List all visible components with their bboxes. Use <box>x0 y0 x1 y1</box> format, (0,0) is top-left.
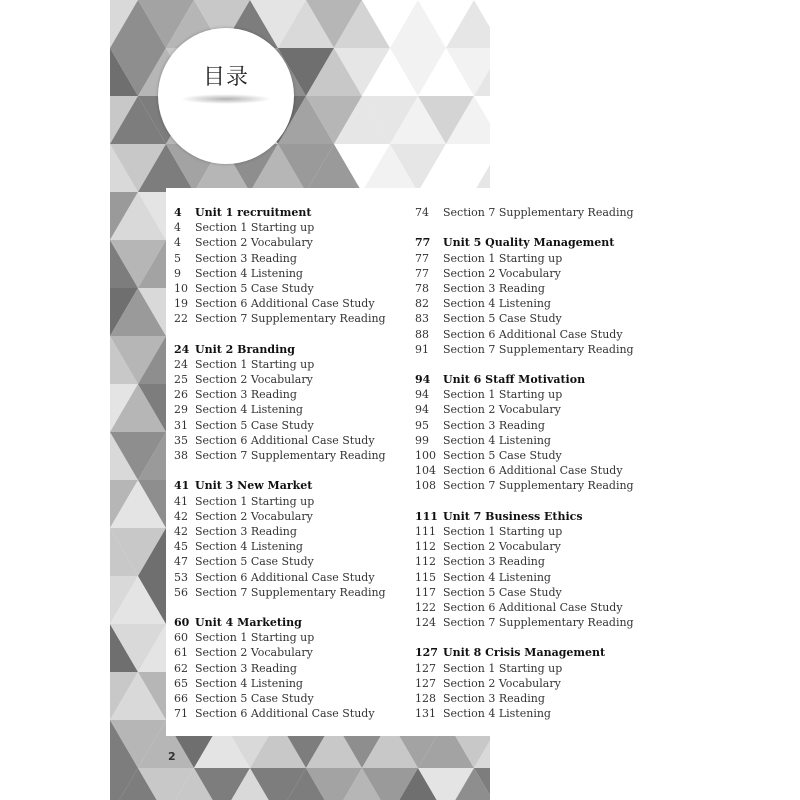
toc-entry[interactable] <box>174 266 386 281</box>
toc-entry-title: Section 3 Reading <box>443 281 545 295</box>
toc-entry[interactable] <box>174 539 386 554</box>
toc-page-number: 35 <box>174 433 188 447</box>
toc-entry[interactable] <box>174 235 386 250</box>
toc-entry[interactable] <box>415 448 634 463</box>
toc-page-number: 124 <box>415 616 436 630</box>
toc-page-number: 9 <box>174 266 181 280</box>
table-of-contents <box>166 188 800 736</box>
toc-entry-title: Section 4 Listening <box>195 403 303 417</box>
toc-entry-title: Section 7 Supplementary Reading <box>443 479 634 493</box>
toc-entry-title: Section 1 Starting up <box>443 661 563 675</box>
toc-page-number: 112 <box>415 540 436 554</box>
toc-entry-title: Section 5 Case Study <box>443 585 562 599</box>
toc-entry[interactable] <box>415 554 634 569</box>
toc-entry-title: Section 2 Vocabulary <box>195 646 313 660</box>
toc-entry-title: Section 3 Reading <box>443 418 545 432</box>
toc-entry-title: Section 7 Supplementary Reading <box>195 312 386 326</box>
toc-entry-title: Section 2 Vocabulary <box>195 509 313 523</box>
toc-entry-title: Unit 5 Quality Management <box>443 236 615 250</box>
toc-page-number: 53 <box>174 570 188 584</box>
toc-entry-title: Unit 3 New Market <box>195 479 313 493</box>
toc-unit-heading[interactable] <box>415 372 634 387</box>
toc-gap <box>174 327 386 342</box>
toc-page-number: 45 <box>174 540 188 554</box>
toc-column-left <box>174 205 386 721</box>
toc-entry[interactable] <box>415 661 634 676</box>
toc-page-number: 77 <box>415 251 429 265</box>
toc-page-number: 100 <box>415 449 436 462</box>
toc-entry-title: Section 1 Starting up <box>195 357 315 371</box>
toc-page-number: 47 <box>174 555 188 569</box>
toc-entry-title: Section 5 Case Study <box>195 555 314 569</box>
toc-entry-title: Section 5 Case Study <box>195 281 314 295</box>
toc-unit-heading[interactable] <box>174 205 386 220</box>
toc-entry[interactable] <box>415 281 634 296</box>
toc-page-number: 94 <box>415 373 431 387</box>
toc-entry[interactable] <box>415 585 634 600</box>
toc-unit-heading[interactable] <box>415 645 634 660</box>
toc-entry[interactable] <box>174 509 386 524</box>
toc-entry[interactable] <box>415 433 634 448</box>
toc-entry[interactable] <box>174 418 386 433</box>
toc-entry-title: Unit 2 Branding <box>195 342 295 356</box>
toc-unit-heading[interactable] <box>174 615 386 630</box>
toc-page-number: 29 <box>174 403 188 417</box>
toc-entry-title: Section 3 Reading <box>443 555 545 569</box>
toc-entry[interactable] <box>415 251 634 266</box>
toc-entry[interactable] <box>174 402 386 417</box>
toc-entry-title: Section 1 Starting up <box>195 631 315 645</box>
toc-entry[interactable] <box>174 494 386 509</box>
toc-page-number: 4 <box>174 221 181 235</box>
toc-entry[interactable] <box>415 402 634 417</box>
toc-entry[interactable] <box>415 296 634 311</box>
toc-gap <box>415 357 634 372</box>
toc-entry[interactable] <box>174 676 386 691</box>
toc-entry-title: Section 6 Additional Case Study <box>195 433 375 447</box>
toc-entry[interactable] <box>415 600 634 615</box>
toc-page-number: 104 <box>415 464 436 478</box>
toc-entry-title: Section 2 Vocabulary <box>443 676 561 690</box>
toc-entry[interactable] <box>174 448 386 463</box>
toc-entry[interactable] <box>174 630 386 645</box>
toc-entry-title: Section 3 Reading <box>195 524 297 538</box>
toc-page-number: 91 <box>415 342 429 356</box>
toc-entry-title: Section 5 Case Study <box>195 692 314 705</box>
toc-gap <box>415 220 634 235</box>
toc-entry[interactable] <box>415 478 634 493</box>
toc-page-number: 56 <box>174 585 188 599</box>
toc-entry-title: Section 3 Reading <box>195 661 297 675</box>
toc-entry-title: Section 6 Additional Case Study <box>443 464 623 478</box>
toc-page-number: 78 <box>415 281 429 295</box>
toc-page-number: 111 <box>415 524 436 538</box>
toc-page-number: 95 <box>415 418 429 432</box>
toc-page-number: 65 <box>174 676 188 690</box>
toc-page-number: 71 <box>174 707 188 721</box>
toc-entry[interactable] <box>174 251 386 266</box>
toc-page-number: 127 <box>415 646 438 660</box>
toc-entry-title: Section 7 Supplementary Reading <box>195 585 386 599</box>
toc-entry[interactable] <box>174 387 386 402</box>
toc-entry-title: Section 4 Listening <box>443 707 551 721</box>
toc-entry-title: Section 2 Vocabulary <box>195 373 313 387</box>
toc-page-number: 77 <box>415 236 431 250</box>
toc-entry[interactable] <box>415 463 634 478</box>
toc-page-number: 5 <box>174 251 181 265</box>
toc-entry-title: Section 6 Additional Case Study <box>443 600 623 614</box>
toc-page-number: 108 <box>415 479 436 493</box>
toc-entry[interactable] <box>174 311 386 326</box>
toc-page-number: 42 <box>174 509 188 523</box>
toc-gap <box>415 630 634 645</box>
toc-page-number: 24 <box>174 357 188 371</box>
toc-page-number: 24 <box>174 342 190 356</box>
toc-gap <box>174 600 386 615</box>
toc-entry-title: Unit 8 Crisis Management <box>443 646 606 660</box>
toc-page-number: 60 <box>174 616 190 630</box>
toc-entry[interactable] <box>415 570 634 585</box>
toc-entry-title: Unit 7 Business Ethics <box>443 509 583 523</box>
toc-entry-title: Section 5 Case Study <box>195 418 314 432</box>
toc-gap <box>174 463 386 478</box>
toc-entry[interactable] <box>174 570 386 585</box>
toc-entry-title: Section 6 Additional Case Study <box>195 707 375 721</box>
toc-page-number: 19 <box>174 297 188 311</box>
toc-page-number: 77 <box>415 266 429 280</box>
toc-entry[interactable] <box>415 691 634 706</box>
toc-entry[interactable] <box>415 676 634 691</box>
toc-entry[interactable] <box>415 205 634 220</box>
page-title: 目录 <box>202 65 249 90</box>
toc-entry[interactable] <box>415 706 634 721</box>
toc-page-number: 112 <box>415 555 436 569</box>
toc-page-number: 131 <box>415 707 436 721</box>
toc-entry[interactable] <box>415 311 634 326</box>
toc-entry-title: Section 5 Case Study <box>443 312 562 326</box>
toc-entry[interactable] <box>174 585 386 600</box>
toc-page-number: 41 <box>174 479 190 493</box>
toc-page-number: 127 <box>415 676 436 690</box>
toc-page-number: 41 <box>174 494 188 508</box>
toc-entry-title: Section 4 Listening <box>195 676 303 690</box>
toc-page-number: 60 <box>174 631 188 645</box>
toc-unit-heading[interactable] <box>174 478 386 493</box>
toc-entry-title: Unit 6 Staff Motivation <box>443 373 586 387</box>
toc-entry-title: Section 2 Vocabulary <box>195 236 313 250</box>
toc-page-number: 31 <box>174 418 188 432</box>
toc-entry-title: Section 6 Additional Case Study <box>195 297 375 311</box>
title-circle <box>158 28 294 164</box>
page-number: 2 <box>168 750 176 763</box>
toc-page-number: 62 <box>174 661 188 675</box>
toc-page-number: 117 <box>415 585 436 599</box>
toc-entry-title: Unit 4 Marketing <box>195 616 302 630</box>
toc-entry-title: Section 7 Supplementary Reading <box>195 449 386 462</box>
toc-entry-title: Section 7 Supplementary Reading <box>443 342 634 356</box>
toc-entry[interactable] <box>415 524 634 539</box>
toc-entry-title: Section 2 Vocabulary <box>443 266 561 280</box>
toc-entry-title: Section 1 Starting up <box>443 388 563 402</box>
toc-page-number: 99 <box>415 433 429 447</box>
toc-page-number: 115 <box>415 570 436 584</box>
toc-entry-title: Section 1 Starting up <box>443 251 563 265</box>
toc-entry-title: Section 4 Listening <box>443 570 551 584</box>
toc-column-right <box>415 205 634 721</box>
toc-page-number: 25 <box>174 373 188 387</box>
toc-unit-heading[interactable] <box>415 235 634 250</box>
toc-page-number: 94 <box>415 388 429 402</box>
toc-entry-title: Section 1 Starting up <box>195 221 315 235</box>
toc-entry[interactable] <box>174 357 386 372</box>
toc-page-number: 88 <box>415 327 429 341</box>
toc-entry-title: Section 3 Reading <box>195 251 297 265</box>
toc-entry[interactable] <box>174 524 386 539</box>
toc-page-number: 74 <box>415 206 429 219</box>
toc-page-number: 82 <box>415 297 429 311</box>
toc-entry-title: Section 5 Case Study <box>443 449 562 462</box>
toc-gap <box>415 494 634 509</box>
toc-entry[interactable] <box>415 418 634 433</box>
toc-page-number: 42 <box>174 524 188 538</box>
toc-entry[interactable] <box>415 615 634 630</box>
toc-entry[interactable] <box>174 281 386 296</box>
toc-entry[interactable] <box>174 220 386 235</box>
toc-entry-title: Section 7 Supplementary Reading <box>443 616 634 630</box>
toc-page-number: 94 <box>415 403 429 417</box>
toc-entry-title: Section 4 Listening <box>443 433 551 447</box>
toc-page-number: 4 <box>174 206 182 219</box>
toc-entry[interactable] <box>174 433 386 448</box>
toc-entry[interactable] <box>174 372 386 387</box>
toc-page-number: 83 <box>415 312 429 326</box>
toc-page-number: 111 <box>415 509 438 523</box>
toc-page-number: 127 <box>415 661 436 675</box>
toc-entry[interactable] <box>174 296 386 311</box>
toc-entry-title: Section 2 Vocabulary <box>443 403 561 417</box>
toc-entry-title: Section 4 Listening <box>195 540 303 554</box>
toc-entry[interactable] <box>174 661 386 676</box>
toc-page-number: 38 <box>174 449 188 462</box>
toc-page-number: 10 <box>174 281 188 295</box>
toc-entry-title: Unit 1 recruitment <box>195 206 312 219</box>
toc-unit-heading[interactable] <box>174 342 386 357</box>
toc-entry[interactable] <box>174 691 386 706</box>
toc-entry[interactable] <box>174 706 386 721</box>
toc-entry-title: Section 1 Starting up <box>443 524 563 538</box>
toc-entry[interactable] <box>174 645 386 660</box>
toc-entry[interactable] <box>415 266 634 281</box>
toc-page-number: 22 <box>174 312 188 326</box>
toc-entry[interactable] <box>415 327 634 342</box>
toc-page-number: 4 <box>174 236 181 250</box>
toc-page-number: 122 <box>415 600 436 614</box>
toc-page-number: 66 <box>174 692 188 705</box>
toc-entry-title: Section 6 Additional Case Study <box>195 570 375 584</box>
toc-entry[interactable] <box>415 342 634 357</box>
toc-entry-title: Section 1 Starting up <box>195 494 315 508</box>
toc-page-number: 61 <box>174 646 188 660</box>
toc-entry-title: Section 2 Vocabulary <box>443 540 561 554</box>
toc-entry-title: Section 3 Reading <box>443 692 545 705</box>
toc-unit-heading[interactable] <box>415 509 634 524</box>
toc-page-number: 26 <box>174 388 188 402</box>
toc-entry-title: Section 4 Listening <box>195 266 303 280</box>
toc-entry[interactable] <box>415 539 634 554</box>
toc-entry[interactable] <box>174 554 386 569</box>
toc-entry-title: Section 6 Additional Case Study <box>443 327 623 341</box>
title-underline-shadow <box>180 94 272 104</box>
toc-entry-title: Section 7 Supplementary Reading <box>443 206 634 219</box>
toc-entry-title: Section 4 Listening <box>443 297 551 311</box>
toc-entry-title: Section 3 Reading <box>195 388 297 402</box>
toc-entry[interactable] <box>415 387 634 402</box>
toc-page-number: 128 <box>415 692 436 705</box>
